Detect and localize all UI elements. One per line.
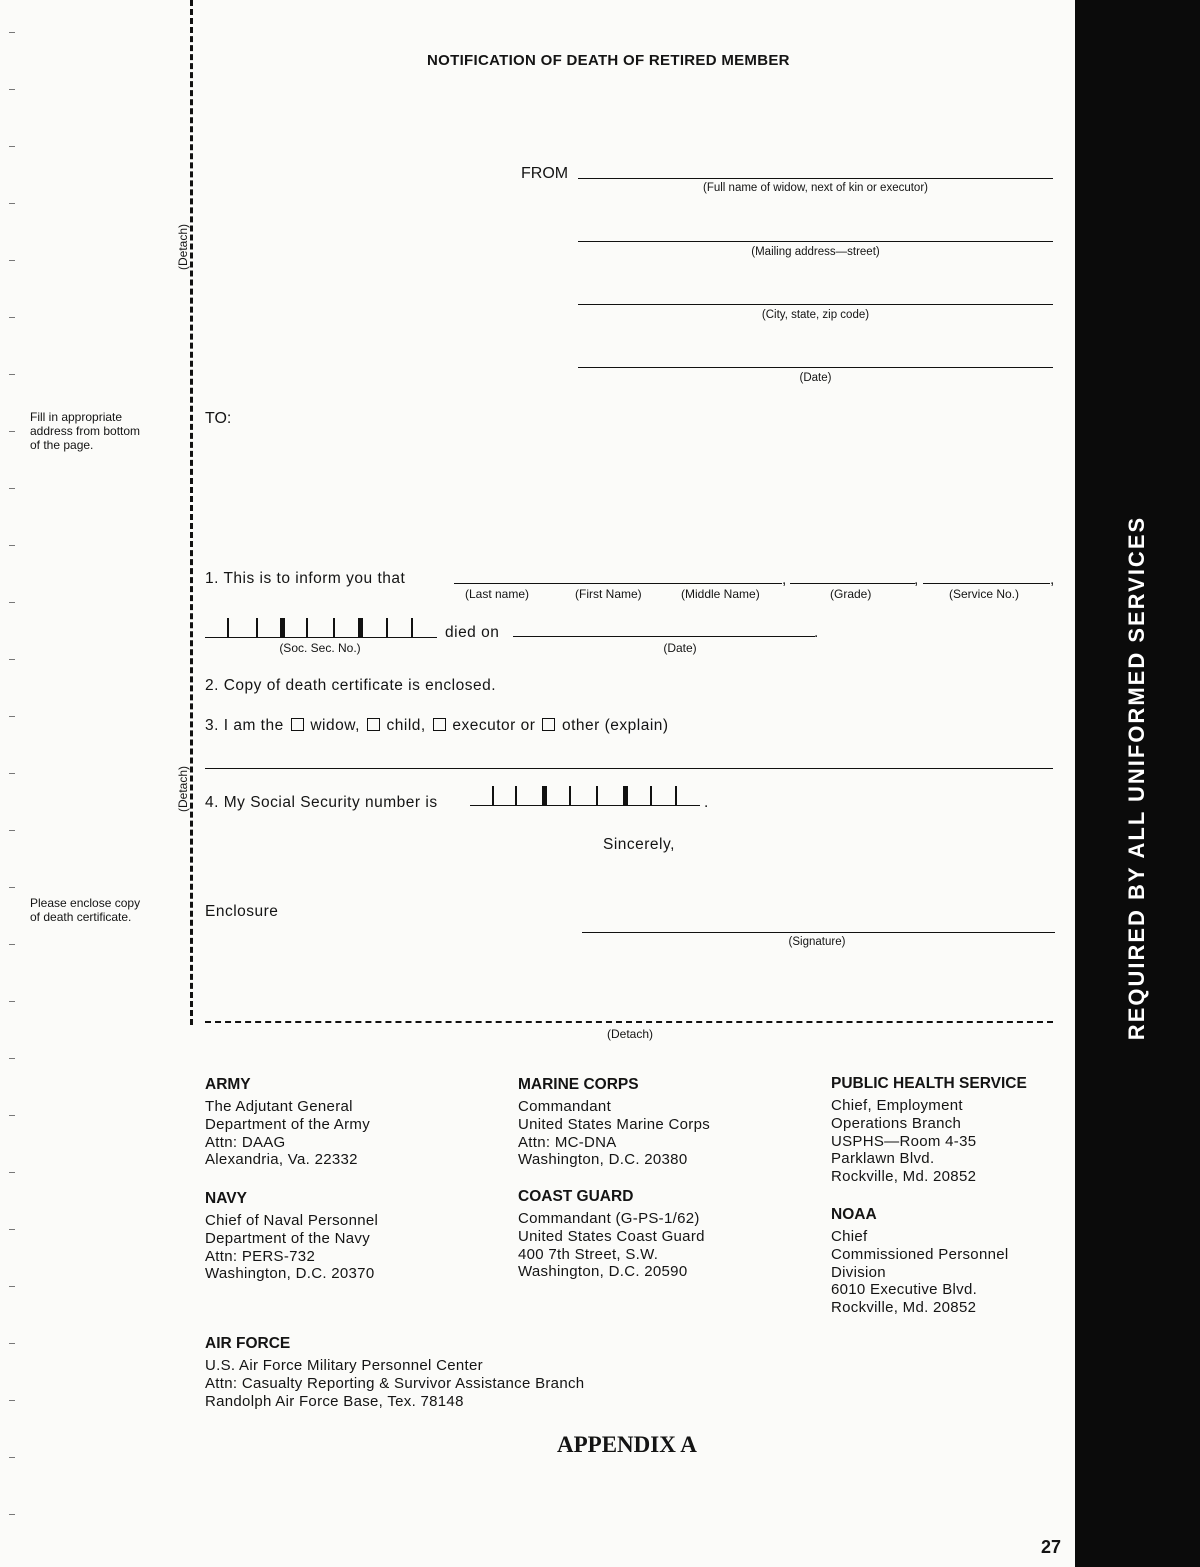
caption-last-name: (Last name)	[465, 587, 530, 601]
item-1-text: 1. This is to inform you that	[205, 570, 406, 587]
detach-label-middle: (Detach)	[176, 765, 190, 812]
ssn-caption: (Soc. Sec. No.)	[279, 641, 361, 655]
period-1: .	[814, 624, 819, 641]
ssn-box-divider	[515, 786, 517, 806]
navy-address: Chief of Naval Personnel Department of the Navy Attn: PERS-732 Washington, D.C. 20370	[205, 1212, 379, 1283]
vertical-detach-line	[190, 0, 193, 1025]
date-of-death-caption: (Date)	[663, 641, 697, 655]
margin-tick	[9, 659, 15, 660]
item-2-text: 2. Copy of death certificate is enclosed.	[205, 677, 497, 694]
date-of-death-field[interactable]	[513, 636, 815, 637]
child-checkbox[interactable]	[367, 718, 380, 731]
period-2: .	[704, 794, 709, 811]
air-force-address: U.S. Air Force Military Personnel Center Attn: Casualty Reporting & Survivor Assistance Branch Randolph Air Force Base, Tex. 78148	[205, 1357, 585, 1410]
marine-corps-address: Commandant United States Marine Corps Attn: MC-DNA Washington, D.C. 20380	[518, 1098, 711, 1169]
margin-tick	[9, 1457, 15, 1458]
caption-first-name: (First Name)	[575, 587, 642, 601]
from-city-caption: (City, state, zip code)	[761, 309, 870, 321]
ssn-box-divider	[358, 618, 363, 638]
margin-tick	[9, 1001, 15, 1002]
from-name-caption: (Full name of widow, next of kin or executor)	[703, 182, 928, 194]
army-address: The Adjutant General Department of the Army Attn: DAAG Alexandria, Va. 22332	[205, 1098, 371, 1169]
margin-tick	[9, 317, 15, 318]
margin-tick	[9, 1400, 15, 1401]
margin-tick	[9, 260, 15, 261]
from-street-caption: (Mailing address—street)	[751, 246, 880, 258]
executor-checkbox[interactable]	[433, 718, 446, 731]
margin-tick	[9, 374, 15, 375]
ssn-box-divider	[492, 786, 494, 806]
detach-label-top: (Detach)	[176, 223, 190, 270]
margin-tick	[9, 32, 15, 33]
widow-checkbox[interactable]	[291, 718, 304, 731]
ssn-box-divider	[675, 786, 677, 806]
caption-service-no: (Service No.)	[949, 587, 1020, 601]
margin-tick	[9, 944, 15, 945]
caption-grade: (Grade)	[830, 587, 872, 601]
page-title: NOTIFICATION OF DEATH OF RETIRED MEMBER	[427, 52, 790, 69]
margin-tick	[9, 1229, 15, 1230]
to-label: TO:	[205, 410, 232, 427]
from-date-caption: (Date)	[799, 372, 832, 384]
from-city-field[interactable]	[578, 304, 1053, 305]
margin-tick	[9, 1058, 15, 1059]
closing-sincerely: Sincerely,	[603, 836, 675, 853]
from-name-field[interactable]	[578, 178, 1053, 179]
comma-1: ,	[782, 571, 787, 588]
note-enclose-certificate: Please enclose copy of death certificate.	[30, 896, 141, 924]
item-3-text: 3. I am the widow, child, executor or other (explain)	[205, 717, 669, 734]
from-date-field[interactable]	[578, 367, 1053, 368]
noaa-heading: NOAA	[831, 1206, 877, 1223]
margin-tick	[9, 488, 15, 489]
margin-tick	[9, 203, 15, 204]
page-number: 27	[1041, 1537, 1062, 1557]
margin-tick	[9, 431, 15, 432]
note-fill-in-address: Fill in appropriate address from bottom of the page.	[30, 410, 141, 452]
grade-field[interactable]	[790, 583, 915, 584]
item-4-text: 4. My Social Security number is	[205, 794, 438, 811]
ssn-box-divider	[386, 618, 388, 638]
public-health-heading: PUBLIC HEALTH SERVICE	[831, 1075, 1027, 1092]
from-street-field[interactable]	[578, 241, 1053, 242]
coast-guard-heading: COAST GUARD	[518, 1188, 634, 1205]
caption-middle-name: (Middle Name)	[681, 587, 760, 601]
died-on-label: died on	[445, 624, 500, 641]
signature-caption: (Signature)	[788, 936, 846, 948]
margin-tick	[9, 1115, 15, 1116]
coast-guard-address: Commandant (G-PS-1/62) United States Coast Guard 400 7th Street, S.W. Washington, D.C. 20590	[518, 1210, 705, 1281]
ssn-box-divider	[569, 786, 571, 806]
comma-3: ,	[1050, 571, 1055, 588]
from-label: FROM	[521, 165, 569, 182]
margin-tick	[9, 773, 15, 774]
ssn-box-divider	[596, 786, 598, 806]
margin-tick	[9, 830, 15, 831]
noaa-address: Chief Commissioned Personnel Division 6010 Executive Blvd. Rockville, Md. 20852	[831, 1228, 1009, 1317]
deceased-ssn-field[interactable]	[205, 618, 437, 638]
ssn-box-divider	[227, 618, 229, 638]
air-force-heading: AIR FORCE	[205, 1335, 291, 1352]
margin-tick	[9, 1172, 15, 1173]
signature-field[interactable]	[582, 932, 1055, 933]
navy-heading: NAVY	[205, 1190, 247, 1207]
public-health-address: Chief, Employment Operations Branch USPHS—Room 4-35 Parklawn Blvd. Rockville, Md. 20852	[831, 1097, 977, 1186]
side-banner-text: REQUIRED BY ALL UNIFORMED SERVICES	[1124, 515, 1149, 1041]
margin-tick	[9, 545, 15, 546]
explain-field[interactable]	[205, 768, 1053, 769]
ssn-box-divider	[256, 618, 258, 638]
detach-label-bottom: (Detach)	[606, 1027, 653, 1041]
margin-tick	[9, 1286, 15, 1287]
ssn-box-divider	[542, 786, 547, 806]
ssn-box-divider	[623, 786, 628, 806]
margin-tick	[9, 1343, 15, 1344]
member-name-field[interactable]	[454, 583, 782, 584]
ssn-box-divider	[306, 618, 308, 638]
margin-tick	[9, 887, 15, 888]
margin-tick	[9, 716, 15, 717]
appendix-label: APPENDIX A	[557, 1432, 697, 1457]
horizontal-detach-line	[205, 1021, 1053, 1023]
army-heading: ARMY	[205, 1076, 251, 1093]
margin-tick	[9, 89, 15, 90]
other-checkbox[interactable]	[542, 718, 555, 731]
comma-2: ,	[914, 571, 919, 588]
ssn-box-divider	[411, 618, 413, 638]
margin-tick	[9, 602, 15, 603]
ssn-box-divider	[333, 618, 335, 638]
ssn-box-divider	[280, 618, 285, 638]
my-ssn-field[interactable]	[470, 786, 700, 806]
ssn-box-divider	[650, 786, 652, 806]
enclosure-label: Enclosure	[205, 903, 279, 920]
margin-tick	[9, 1514, 15, 1515]
margin-tick	[9, 146, 15, 147]
service-no-field[interactable]	[923, 583, 1050, 584]
marine-corps-heading: MARINE CORPS	[518, 1076, 639, 1093]
